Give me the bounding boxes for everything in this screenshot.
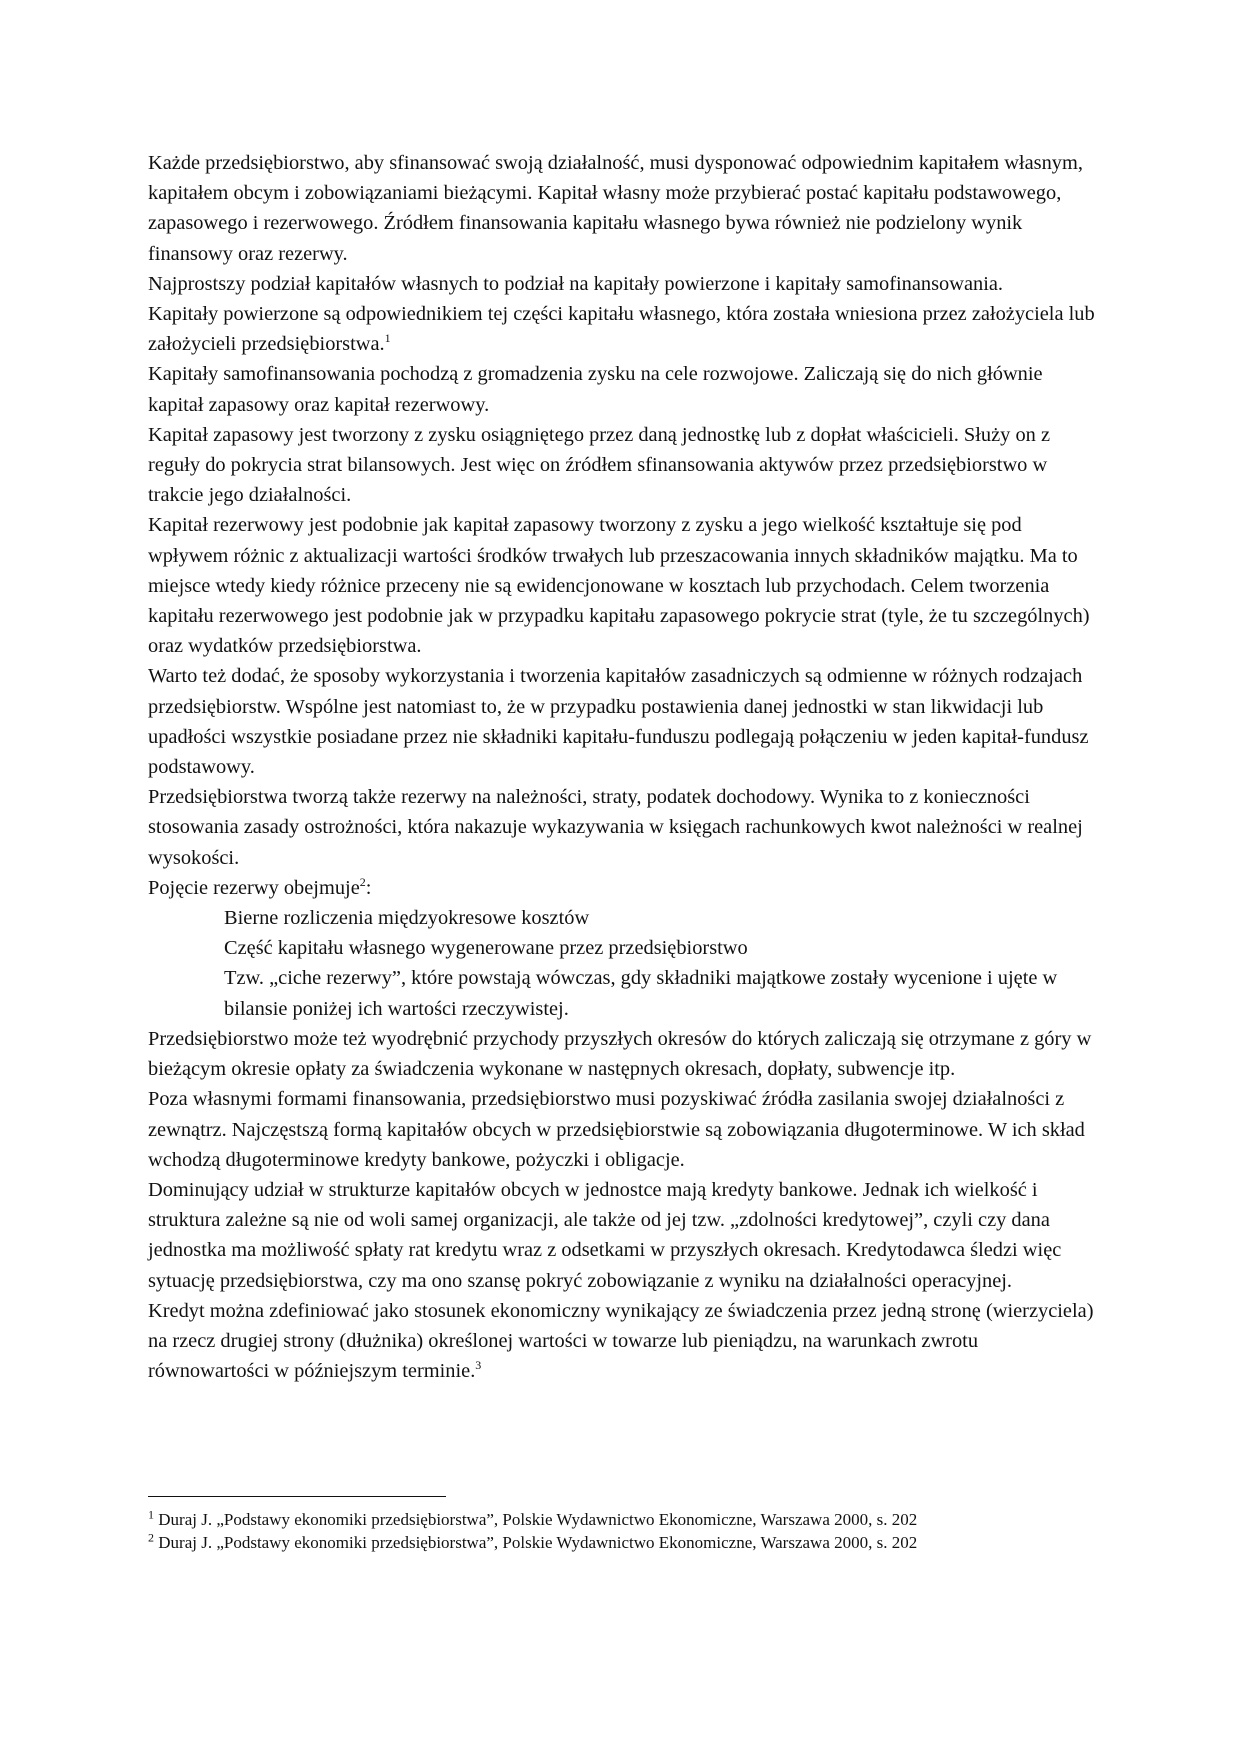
paragraph: Przedsiębiorstwo może też wyodrębnić przychody przyszłych okresów do których zaliczają się otrzymane z góry w bieżącym okresie opłaty za świadczenia wykonane w następnych okresach, dopłaty, subwencje itp. xyxy=(148,1027,1092,1081)
list-item: Część kapitału własnego wygenerowane przez przedsiębiorstwo xyxy=(224,937,748,960)
paragraph xyxy=(148,1296,1096,1387)
document-body xyxy=(148,148,1096,1386)
paragraph: Każde przedsiębiorstwo, aby sfinansować swoją działalność, musi dysponować odpowiednim kapitałem własnym, kapitałem obcym i zobowiązaniami bieżącymi. Kapitał własny może przybierać postać kapitału podstawowego, zapasowego i rezerwowego. Źródłem finansowania kapitału własnego bywa również nie podzielony wynik finansowy oraz rezerwy. xyxy=(148,152,1083,265)
footnote-mark: 2 xyxy=(148,1530,154,1545)
footnote-ref-3: 3 xyxy=(475,1358,482,1373)
colon: : xyxy=(365,876,372,899)
paragraph xyxy=(148,873,1096,903)
paragraph: Dominujący udział w strukturze kapitałów obcych w jednostce mają kredyty bankowe. Jednak ich wielkość i struktura zależne są nie od woli samej organizacji, ale także od jej tzw. „zdolności kredytowej”, czyli czy dana jednostka ma możliwość spłaty rat kredytu wraz z odsetkami w przyszłych okresach. Kredytodawca śledzi więc sytuację przedsiębiorstwa, czy ma ono szansę pokryć zobowiązanie z wyniku na działalności operacyjnej. xyxy=(148,1178,1062,1292)
footnote-mark: 1 xyxy=(148,1507,154,1522)
footnote xyxy=(148,1508,1096,1531)
footnotes xyxy=(148,1508,1096,1554)
footnote-text: Duraj J. „Podstawy ekonomiki przedsiębiorstwa”, Polskie Wydawnictwo Ekonomiczne, Warszawa 2000, s. 202 xyxy=(158,1510,918,1529)
footnote-ref-2: 2 xyxy=(359,875,366,890)
paragraph-text: Kredyt można zdefiniować jako stosunek ekonomiczny wynikający ze świadczenia przez jedną stronę (wierzyciela) na rzecz drugiej strony (dłużnika) określonej wartości w towarze lub pieniądzu, na warunkach zwrotu równowartości w późniejszym terminie. xyxy=(148,1299,1094,1383)
paragraph: Warto też dodać, że sposoby wykorzystania i tworzenia kapitałów zasadniczych są odmienne w różnych rodzajach przedsiębiorstw. Wspólne jest natomiast to, że w przypadku postawienia danej jednostki w stan likwidacji lub upadłości wszystkie posiadane przez nie składniki kapitału-funduszu podlegają połączeniu w jeden kapitał-fundusz podstawowy. xyxy=(148,665,1089,779)
paragraph: Przedsiębiorstwa tworzą także rezerwy na należności, straty, podatek dochodowy. Wynika to z konieczności stosowania zasady ostrożności, która nakazuje wykazywania w księgach rachunkowych kwot należności w realnej wysokości. xyxy=(148,786,1083,869)
footnote xyxy=(148,1531,1096,1554)
footnote-text: Duraj J. „Podstawy ekonomiki przedsiębiorstwa”, Polskie Wydawnictwo Ekonomiczne, Warszawa 2000, s. 202 xyxy=(158,1533,918,1552)
footnote-separator xyxy=(148,1496,446,1497)
footnote-ref-1: 1 xyxy=(384,331,391,346)
paragraph: Najprostszy podział kapitałów własnych to podział na kapitały powierzone i kapitały samofinansowania. xyxy=(148,272,1004,295)
list-item: Tzw. „ciche rezerwy”, które powstają wówczas, gdy składniki majątkowe zostały wycenione i ujęte w bilansie poniżej ich wartości rzeczywistej. xyxy=(224,967,1058,1020)
paragraph-text: Pojęcie rezerwy obejmuje xyxy=(148,876,360,899)
paragraph-text: Kapitały powierzone są odpowiednikiem tej części kapitału własnego, która została wniesiona przez założyciela lub założycieli przedsiębiorstwa. xyxy=(148,303,1095,356)
list-item: Bierne rozliczenia międzyokresowe kosztów xyxy=(224,907,590,930)
paragraph: Kapitał rezerwowy jest podobnie jak kapitał zapasowy tworzony z zysku a jego wielkość kształtuje się pod wpływem różnic z aktualizacji wartości środków trwałych lub przeszacowania innych składników majątku. Ma to miejsce wtedy kiedy różnice przeceny nie są ewidencjonowane w kosztach lub przychodach. Celem tworzenia kapitału rezerwowego jest podobnie jak w przypadku kapitału zapasowego pokrycie strat (tyle, że tu szczególnych) oraz wydatków przedsiębiorstwa. xyxy=(148,514,1090,658)
paragraph: Kapitał zapasowy jest tworzony z zysku osiągniętego przez daną jednostkę lub z dopłat właścicieli. Służy on z reguły do pokrycia strat bilansowych. Jest więc on źródłem sfinansowania aktywów przez przedsiębiorstwo w trakcie jego działalności. xyxy=(148,423,1051,507)
paragraph: Kapitały samofinansowania pochodzą z gromadzenia zysku na cele rozwojowe. Zaliczają się do nich głównie kapitał zapasowy oraz kapitał rezerwowy. xyxy=(148,363,1043,416)
paragraph xyxy=(148,299,1096,359)
paragraph: Poza własnymi formami finansowania, przedsiębiorstwo musi pozyskiwać źródła zasilania swojej działalności z zewnątrz. Najczęstszą formą kapitałów obcych w przedsiębiorstwie są zobowiązania długoterminowe. W ich skład wchodzą długoterminowe kredyty bankowe, pożyczki i obligacje. xyxy=(148,1088,1085,1171)
